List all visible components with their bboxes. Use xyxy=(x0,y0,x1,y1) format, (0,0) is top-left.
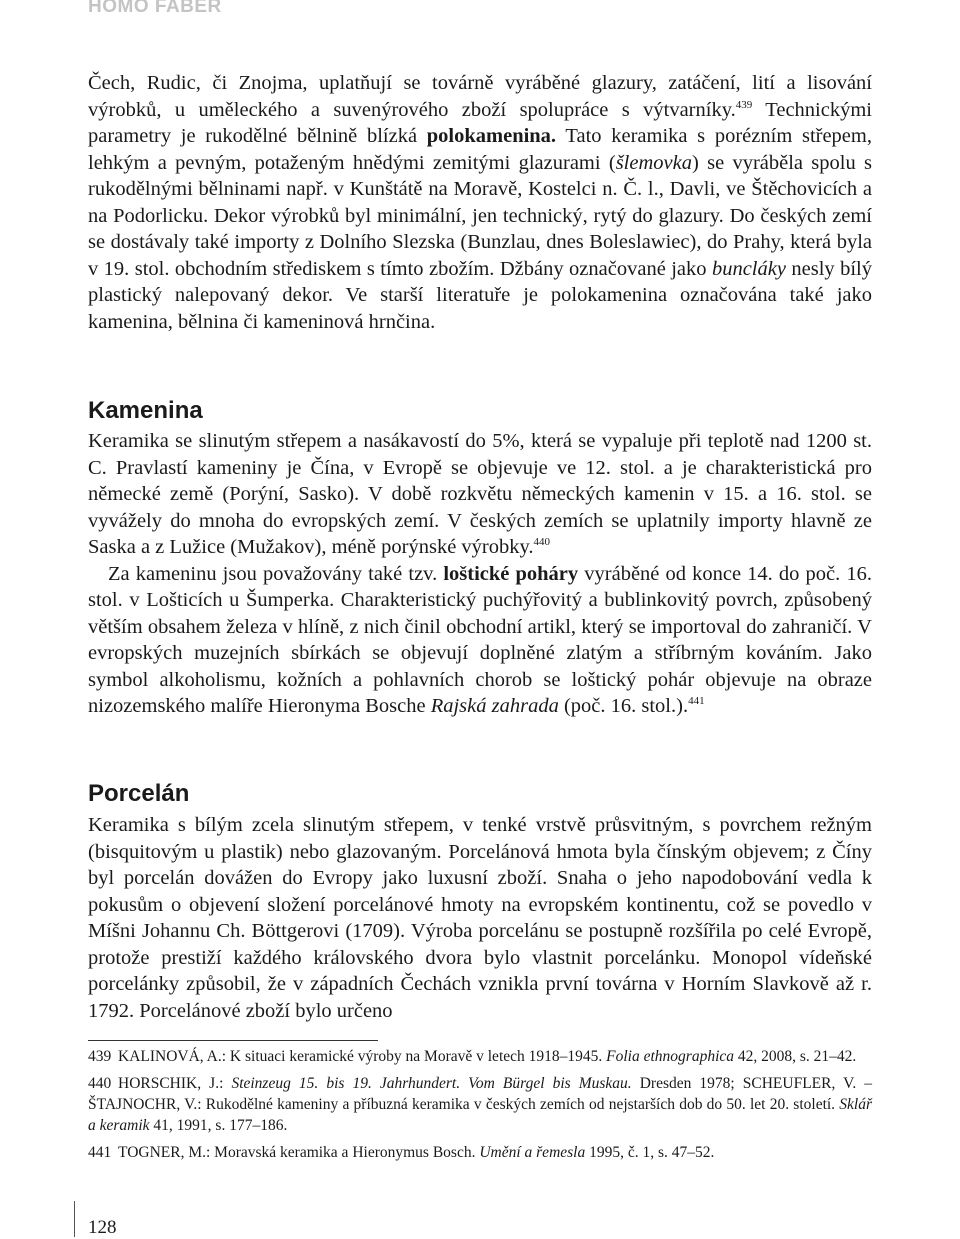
kamenina-paragraph-2 xyxy=(88,561,872,720)
term-slemovka: šlemovka xyxy=(615,151,692,174)
footnote-ref-440[interactable]: 440 xyxy=(533,536,551,549)
text-run: Technickými parametry je rukodělné bělnině blízká xyxy=(88,98,872,147)
footnotes xyxy=(88,1046,872,1169)
term-losticke-pohary: loštické poháry xyxy=(443,562,579,585)
footnote-440 xyxy=(88,1073,872,1136)
kamenina-paragraph-1 xyxy=(88,428,872,561)
page-number: 128 xyxy=(88,1217,117,1238)
text-run: HORSCHIK, J.: xyxy=(118,1075,232,1092)
footnote-ref-441[interactable]: 441 xyxy=(688,695,705,708)
section-heading-porcelan: Porcelán xyxy=(88,780,190,807)
running-head: HOMO FABER xyxy=(88,0,222,17)
text-run: nesly bílý plastický nalepovaný dekor. Ve starší literatuře je polokamenina označována také jako kamenina, bělnina či kameninová hrnčina. xyxy=(88,257,872,333)
footnote-number: 439 xyxy=(88,1048,112,1065)
kamenina-section xyxy=(88,428,872,720)
porcelan-section xyxy=(88,812,872,1024)
text-run: Tato keramika s porézním střepem, lehkým a pevným, potaženým hnědými zemitými glazurami ( xyxy=(88,125,872,174)
page-number-rule xyxy=(74,1201,75,1237)
text-run: vyráběné od konce 14. do poč. 16. stol. v Lošticích u Šumperka. Charakteristický puchýřovitý a bublinkovitý povrch, způsobený větším obsahem železa v hlíně, z nich činil obchodní artikl, který se importoval do zahraničí. V evropských muzejních sbírkách se objevují doplněné zlatým a stříbrným kováním. Jako symbol alkoholismu, kožních a pohlavních chorob se loštický pohár objevuje na obraze nizozemského malíře Hieronyma Bosche xyxy=(88,562,872,717)
artwork-title: Rajská zahrada xyxy=(430,695,559,717)
text-run: Čech, Rudic, či Znojma, uplatňují se továrně vyráběné glazury, zatáčení, lití a lisování výrobků, u uměleckého a suvenýrového zboží spolupráce s výtvarníky. xyxy=(88,72,872,121)
text-run: 41, 1991, s. 177–186. xyxy=(149,1117,288,1134)
footnote-number: 441 xyxy=(88,1144,112,1161)
section-heading-kamenina: Kamenina xyxy=(88,397,203,424)
footnote-ref-439[interactable]: 439 xyxy=(735,98,753,111)
text-run: Keramika se slinutým střepem a nasákavostí do 5%, která se vypaluje při teplotě nad 1200 st. C. Pravlastí kameniny je Čína, v Evropě se objevuje ve 12. stol. a je charakteristická pro německé země (Porýní, Sasko). V době rozkvětu německých kamenin v 15. a 16. stol. se vyvážely do mnoha do evropských zemí. V českých zemích se uplatnily importy hlavně ze Saska a z Lužice (Mužakov), méně porýnské výrobky. xyxy=(88,430,872,558)
text-run: 1995, č. 1, s. 47–52. xyxy=(585,1144,715,1161)
text-run: (poč. 16. stol.). xyxy=(558,695,689,717)
journal-title: Umění a řemesla xyxy=(479,1144,586,1161)
intro-paragraph xyxy=(88,70,872,335)
journal-title: Folia ethnographica xyxy=(606,1048,735,1065)
footnote-number: 440 xyxy=(88,1075,112,1092)
text-run: Za kameninu jsou považovány také tzv. xyxy=(108,562,444,585)
footnote-439 xyxy=(88,1046,872,1067)
text-run: Dresden 1978; SCHEUFLER, V. – ŠTAJNOCHR, V.: Rukodělné kameniny a příbuzná keramika v českých zemích od nejstarších dob do 50. let 20. století. xyxy=(88,1075,873,1113)
text-run: KALINOVÁ, A.: K situaci keramické výroby na Moravě v letech 1918–1945. xyxy=(118,1048,607,1065)
footnote-441 xyxy=(88,1142,872,1163)
term-polokamenina: polokamenina. xyxy=(426,125,557,147)
porcelan-paragraph: Keramika s bílým zcela slinutým střepem, v tenké vrstvě průsvitným, s povrchem režným (bisquitovým u plastik) nebo glazovaným. Porcelánová hmota byla čínským objevem; z Číny byl porcelán dovážen do Evropy jako luxusní zboží. Snaha o jeho napodobování vedla k pokusům o objevení složení porcelánové hmoty na evropském kontinentu, což se povedlo v Míšni Johannu Ch. Böttgerovi (1709). Výroba porcelánu se postupně rozšířila po celé Evropě, protože prestiží každého královského dvora bylo vlastnit porcelánku. Monopol vídeňské porcelánky způsobil, že v západních Čechách vznikla první továrna v Horním Slavkově až r. 1792. Porcelánové zboží bylo určeno xyxy=(88,814,872,1022)
text-run: TOGNER, M.: Moravská keramika a Hieronymus Bosch. xyxy=(118,1144,480,1161)
footnote-separator xyxy=(88,1040,378,1041)
journal-title: Sklář a keramik xyxy=(88,1096,872,1134)
term-buncláky: buncláky xyxy=(711,257,786,280)
text-run: ) se vyráběla spolu s rukodělnými bělninami např. v Kunštátě na Moravě, Kostelci n. Č. l., Davli, ve Štěchovicích a na Podorlicku. Dekor výrobků byl minimální, jen technický, rytý do glazury. Do českých zemí se dostávaly také importy z Dolního Slezska (Bunzlau, dnes Boleslawiec), do Prahy, která byla v 19. stol. obchodním střediskem s tímto zbožím. Džbány označované jako xyxy=(88,151,873,280)
book-title: Steinzeug 15. bis 19. Jahrhundert. Vom Bürgel bis Muskau. xyxy=(231,1075,632,1092)
text-run: 42, 2008, s. 21–42. xyxy=(734,1048,857,1065)
